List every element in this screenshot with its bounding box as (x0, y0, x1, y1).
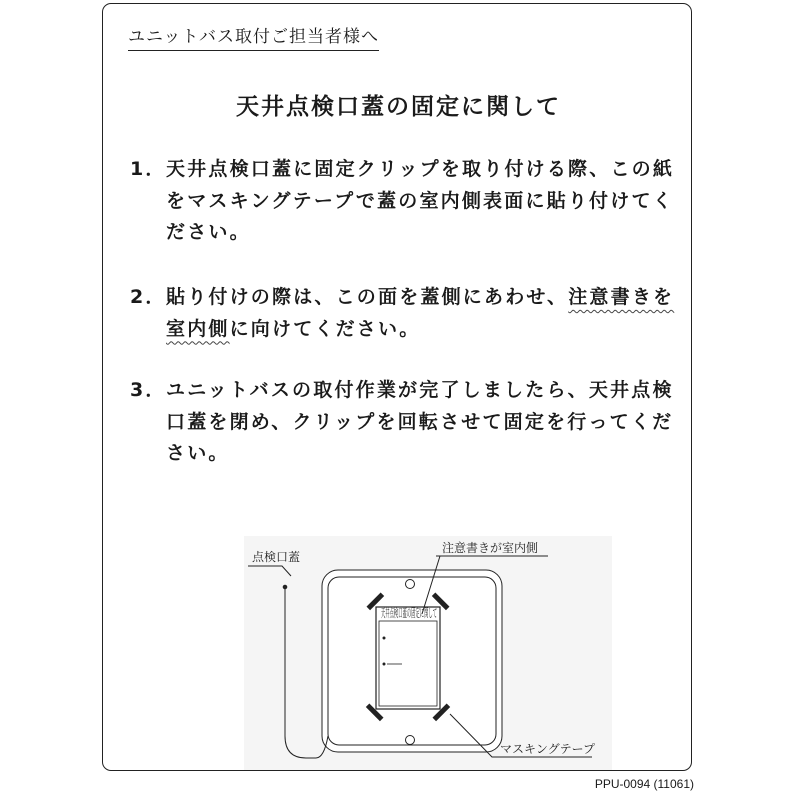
wire-end (283, 585, 287, 589)
item-line: をマスキングテープで蓋の室内側表面に貼り付けてく (166, 189, 674, 212)
instruction-item-1 (130, 154, 675, 249)
paper-heading-miniature (381, 605, 437, 620)
notice-side-label: 注意書きが室内側 (442, 541, 539, 555)
item-number: 1． (130, 158, 167, 180)
item-line (166, 282, 675, 314)
paper-bullet (383, 637, 385, 639)
emphasized-text: 室内側 (166, 317, 230, 340)
emphasized-text: 注意書きを (568, 286, 675, 308)
instruction-item-2 (130, 282, 675, 345)
document-code: PPU-0094 (11061) (594, 777, 694, 791)
item-number: 2． (130, 286, 167, 308)
installation-diagram (244, 536, 612, 770)
item-line: 天井点検口蓋に固定クリップを取り付ける際、この紙 (166, 158, 675, 180)
page-title: 天井点検口蓋の固定に関して (236, 94, 561, 120)
lid-label: 点検口蓋 (252, 550, 301, 564)
item-line: さい。 (166, 442, 230, 464)
item-line: 口蓋を閉め、クリップを回転させて固定を行ってくだ (166, 410, 674, 433)
item-text: 貼り付けの際は、この面を蓋側にあわせ、 (166, 286, 569, 308)
paper-sheet (376, 607, 440, 709)
paper-bullet (383, 663, 385, 665)
addressee-heading: ユニットバス取付ご担当者様へ (128, 22, 379, 51)
tape-label: マスキングテープ (500, 742, 596, 756)
item-line: ユニットバスの取付作業が完了しましたら、天井点検 (166, 379, 674, 401)
item-text: に向けてください。 (229, 317, 421, 340)
item-line (166, 314, 670, 346)
item-number: 3． (130, 379, 167, 401)
item-line: ださい。 (166, 221, 251, 243)
instruction-item-3 (130, 375, 674, 470)
